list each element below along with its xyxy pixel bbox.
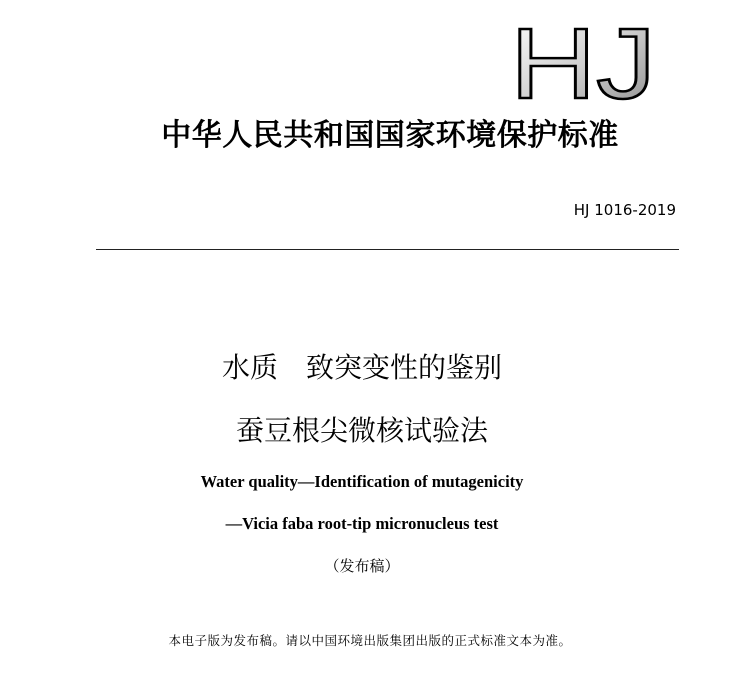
header-divider: [96, 249, 679, 250]
english-title-line-2: —Vicia faba root-tip micronucleus test: [225, 514, 499, 533]
chinese-title-line-1: 水质 致突变性的鉴别: [221, 351, 502, 384]
organization-title: 中华人民共和国国家环境保护标准: [161, 118, 619, 153]
chinese-title-line-2: 蚕豆根尖微核试验法: [235, 414, 488, 447]
standard-number: HJ 1016-2019: [573, 201, 676, 219]
logo-text: HJ: [510, 22, 656, 104]
edition-notice: 本电子版为发布稿。请以中国环境出版集团出版的正式标准文本为准。: [168, 633, 572, 648]
hj-logo: [508, 22, 658, 104]
english-title-line-1: Water quality—Identification of mutagenicity: [200, 472, 524, 491]
publication-status: （发布稿）: [324, 557, 400, 575]
